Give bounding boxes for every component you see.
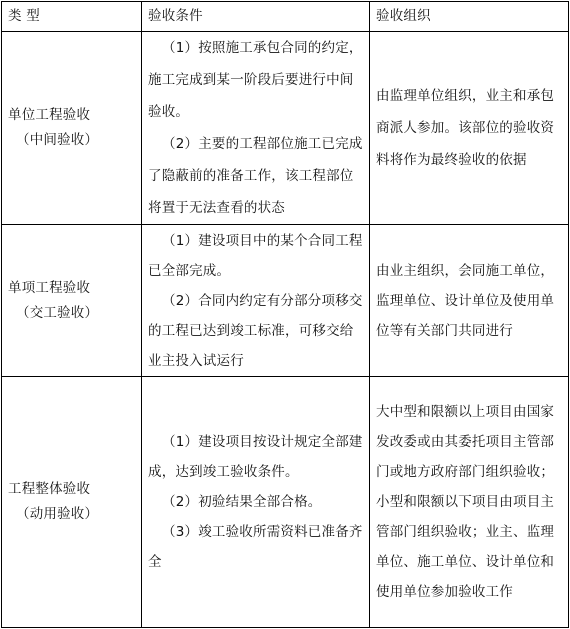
type-cell (2, 225, 142, 377)
type-name: 单项工程验收 (8, 279, 91, 296)
type-subtitle: （交工验收） (16, 304, 99, 321)
condition-cell (142, 32, 370, 225)
organization-text: 由监理单位组织，业主和承包商派人参加。该部位的验收资料将作为最终验收的依据 (376, 88, 555, 168)
organization-text: 由业主组织，会同施工单位，监理单位、设计单位及使用单位等有关部门共同进行 (376, 262, 555, 339)
condition-item: （1）按照施工承包合同的约定，施工完成到某一阶段后要进行中间验收。 (148, 40, 363, 120)
organization-cell (370, 225, 569, 377)
organization-cell (370, 377, 569, 628)
table-row (2, 377, 569, 628)
type-name: 单位工程验收 (8, 107, 91, 123)
condition-cell (142, 225, 370, 377)
table-header-row (2, 2, 569, 32)
condition-item: （3）竣工验收所需资料已准备齐全 (148, 524, 363, 570)
condition-item: （1）建设项目按设计规定全部建成，达到竣工验收条件。 (148, 434, 363, 480)
type-subtitle: （中间验收） (16, 132, 99, 148)
organization-text: 大中型和限额以上项目由国家发改委或由其委托项目主管部门或地方政府部门组织验收；小型和限额以下项目由项目主管部门组织验收；业主、监理单位、施工单位、设计单位和使用单位参加验收工作 (376, 404, 555, 600)
header-type-label: 类 型 (8, 8, 40, 24)
table-row (2, 32, 569, 225)
acceptance-table (1, 1, 569, 628)
header-condition-label: 验收条件 (148, 8, 203, 24)
header-condition (142, 2, 370, 32)
type-cell (2, 377, 142, 628)
header-type (2, 2, 142, 32)
type-cell (2, 32, 142, 225)
condition-item: （2）合同内约定有分部分项移交的工程已达到竣工标准，可移交给业主投入试运行 (148, 292, 363, 369)
condition-item: （1）建设项目中的某个合同工程已全部完成。 (148, 232, 363, 279)
table-row (2, 225, 569, 377)
condition-cell (142, 377, 370, 628)
organization-cell (370, 32, 569, 225)
type-name: 工程整体验收 (8, 481, 91, 497)
header-organization (370, 2, 569, 32)
condition-item: （2）主要的工程部位施工已完成了隐蔽前的准备工作，该工程部位将置于无法查看的状态 (148, 136, 363, 216)
header-organization-label: 验收组织 (376, 8, 431, 24)
type-subtitle: （动用验收） (16, 506, 99, 522)
condition-item: （2）初验结果全部合格。 (162, 494, 322, 510)
